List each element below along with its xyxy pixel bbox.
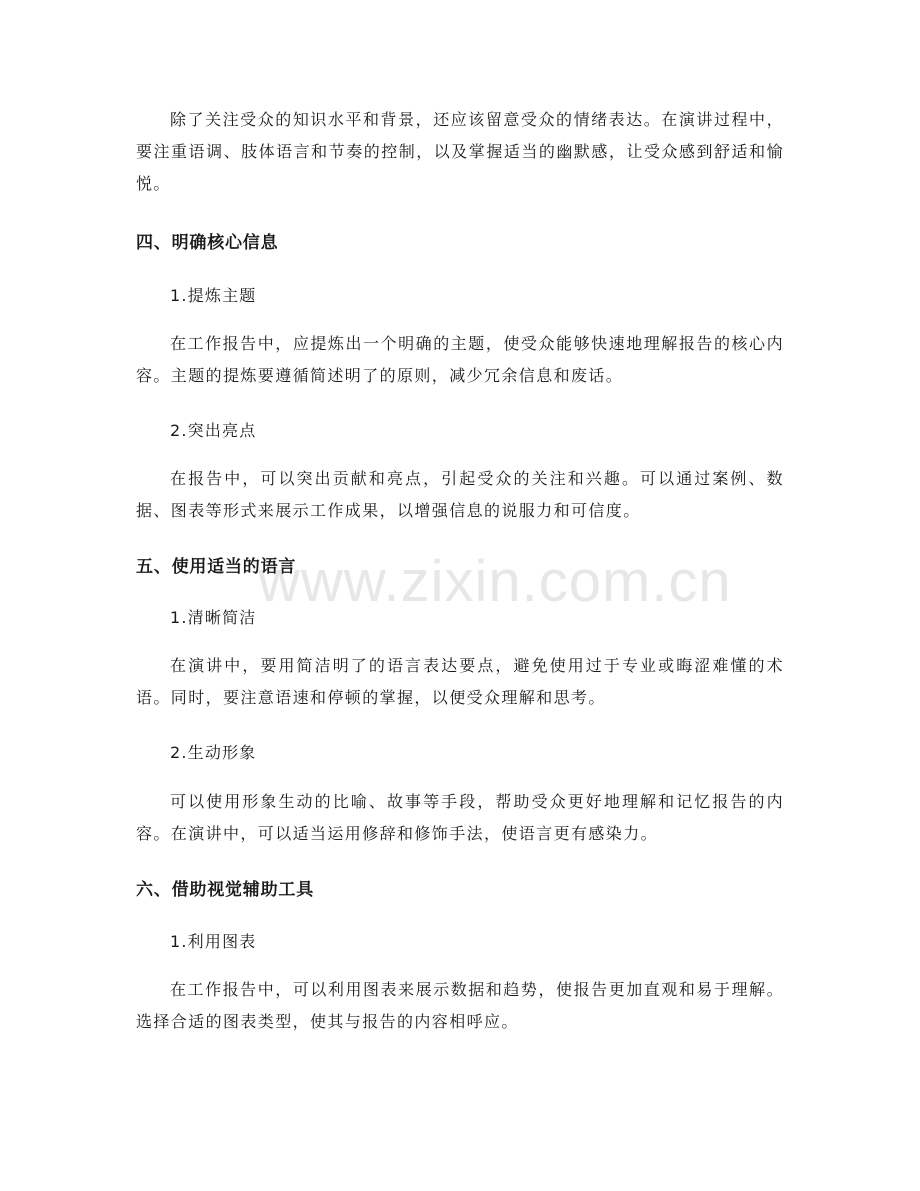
subheading-5-1: 1.清晰简洁: [170, 608, 257, 627]
intro-paragraph: 除了关注受众的知识水平和背景，还应该留意受众的情绪表达。在演讲过程中，要注重语调、肢体语言和节奏的控制，以及掌握适当的幽默感，让受众感到舒适和愉悦。: [136, 110, 784, 193]
paragraph-4-1: 在工作报告中，应提炼出一个明确的主题，使受众能够快速地理解报告的核心内容。主题的提炼要遵循简述明了的原则，减少冗余信息和废话。: [136, 334, 784, 385]
paragraph-4-2: 在报告中，可以突出贡献和亮点，引起受众的关注和兴趣。可以通过案例、数据、图表等形式来展示工作成果，以增强信息的说服力和可信度。: [136, 469, 784, 520]
subheading-6-1: 1.利用图表: [170, 932, 257, 951]
subheading-4-1: 1.提炼主题: [170, 286, 257, 305]
paragraph-5-1: 在演讲中，要用简洁明了的语言表达要点，避免使用过于专业或晦涩难懂的术语。同时，要注意语速和停顿的掌握，以便受众理解和思考。: [136, 656, 784, 707]
paragraph-6-1: 在工作报告中，可以利用图表来展示数据和趋势，使报告更加直观和易于理解。选择合适的图表类型，使其与报告的内容相呼应。: [136, 980, 784, 1031]
paragraph-5-2: 可以使用形象生动的比喻、故事等手段，帮助受众更好地理解和记忆报告的内容。在演讲中，可以适当运用修辞和修饰手法，使语言更有感染力。: [136, 792, 784, 843]
section-heading-4: 四、明确核心信息: [136, 233, 279, 253]
watermark-text: www.zixin.com.cn: [258, 549, 732, 614]
subheading-5-2: 2.生动形象: [170, 743, 257, 762]
subheading-4-2: 2.突出亮点: [170, 421, 257, 440]
section-heading-5: 五、使用适当的语言: [136, 557, 297, 577]
section-heading-6: 六、借助视觉辅助工具: [136, 880, 314, 900]
